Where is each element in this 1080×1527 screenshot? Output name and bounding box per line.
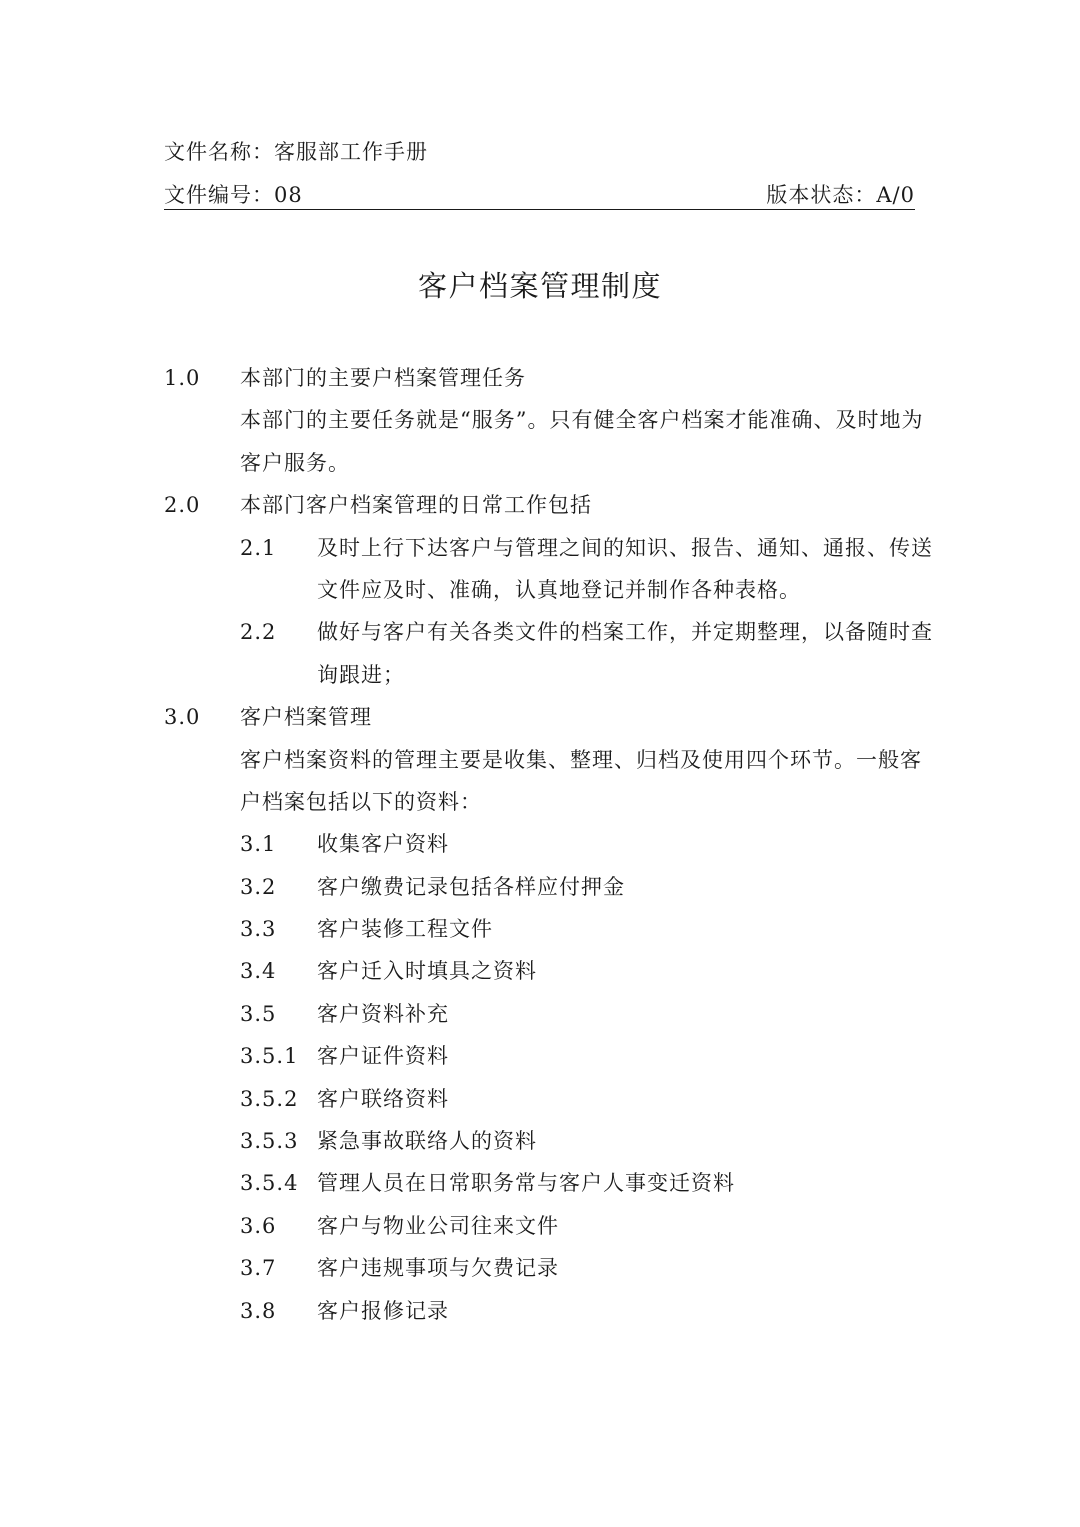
item-number: 3.6 xyxy=(240,1213,277,1238)
version-status-label: 版本状态：A/0 xyxy=(766,183,915,207)
item-number: 3.7 xyxy=(240,1256,277,1281)
section-heading xyxy=(164,484,916,526)
list-item xyxy=(164,1035,916,1077)
item-number: 3.5.3 xyxy=(240,1129,299,1154)
item-number: 3.3 xyxy=(240,917,277,942)
list-item xyxy=(164,611,933,653)
section-title: 客户档案管理 xyxy=(240,705,372,730)
list-item-continuation xyxy=(164,569,916,611)
item-text: 客户证件资料 xyxy=(317,1044,449,1069)
paragraph-line xyxy=(164,739,922,781)
item-number: 3.4 xyxy=(240,959,277,984)
paragraph-line xyxy=(164,781,916,823)
paragraph-line xyxy=(164,399,924,441)
item-number: 3.5.2 xyxy=(240,1086,299,1111)
item-text: 客户报修记录 xyxy=(317,1298,449,1323)
item-text: 文件应及时、准确，认真地登记并制作各种表格。 xyxy=(317,577,801,602)
item-text: 紧急事故联络人的资料 xyxy=(317,1129,537,1154)
item-number: 2.2 xyxy=(240,620,277,645)
item-text: 收集客户资料 xyxy=(317,832,449,857)
item-text: 客户装修工程文件 xyxy=(317,917,493,942)
list-item xyxy=(164,1078,916,1120)
section-number: 2.0 xyxy=(164,493,201,518)
list-item xyxy=(164,950,916,992)
list-item-continuation xyxy=(164,654,916,696)
document-title: 客户档案管理制度 xyxy=(417,269,662,303)
item-text: 管理人员在日常职务常与客户人事变迁资料 xyxy=(317,1171,735,1196)
item-number: 3.5.1 xyxy=(240,1044,299,1069)
item-number: 3.5.4 xyxy=(240,1171,299,1196)
section-number: 1.0 xyxy=(164,366,201,390)
file-name-label: 文件名称：客服部工作手册 xyxy=(164,140,428,164)
list-item xyxy=(164,993,916,1035)
file-number-label: 文件编号：08 xyxy=(164,183,303,207)
section-title: 本部门客户档案管理的日常工作包括 xyxy=(240,493,592,518)
item-text: 客户迁入时填具之资料 xyxy=(317,959,537,984)
paragraph-text: 客户档案资料的管理主要是收集、整理、归档及使用四个环节。一般客 xyxy=(240,747,922,772)
section-number: 3.0 xyxy=(164,705,201,730)
list-item xyxy=(164,1247,916,1289)
item-text: 客户缴费记录包括各样应付押金 xyxy=(317,874,625,899)
section-heading xyxy=(164,357,916,399)
item-text: 客户联络资料 xyxy=(317,1086,449,1111)
list-item xyxy=(164,1290,916,1332)
item-text: 客户违规事项与欠费记录 xyxy=(317,1256,559,1281)
paragraph-text: 本部门的主要任务就是“服务”。只有健全客户档案才能准确、及时地为 xyxy=(240,408,924,433)
list-item xyxy=(164,866,916,908)
item-number: 3.1 xyxy=(240,832,277,857)
section-heading xyxy=(164,696,916,738)
paragraph-text: 客户服务。 xyxy=(240,450,350,475)
paragraph-text: 户档案包括以下的资料： xyxy=(240,789,482,814)
item-text: 询跟进； xyxy=(317,662,405,687)
list-item xyxy=(164,823,916,865)
item-number: 2.1 xyxy=(240,535,277,560)
paragraph-line xyxy=(164,442,916,484)
list-item xyxy=(164,908,916,950)
document-body xyxy=(164,357,933,1332)
item-text: 做好与客户有关各类文件的档案工作，并定期整理，以备随时查 xyxy=(317,620,933,645)
list-item xyxy=(164,1205,916,1247)
item-number: 3.2 xyxy=(240,874,277,899)
section-title: 本部门的主要户档案管理任务 xyxy=(240,366,526,390)
file-info-line xyxy=(164,179,915,210)
item-number: 3.5 xyxy=(240,1001,277,1026)
list-item xyxy=(164,1120,916,1162)
list-item xyxy=(164,527,933,569)
item-text: 客户资料补充 xyxy=(317,1001,449,1026)
item-text: 客户与物业公司往来文件 xyxy=(317,1213,559,1238)
item-number: 3.8 xyxy=(240,1298,277,1323)
item-text: 及时上行下达客户与管理之间的知识、报告、通知、通报、传送 xyxy=(317,535,933,560)
list-item xyxy=(164,1162,916,1204)
